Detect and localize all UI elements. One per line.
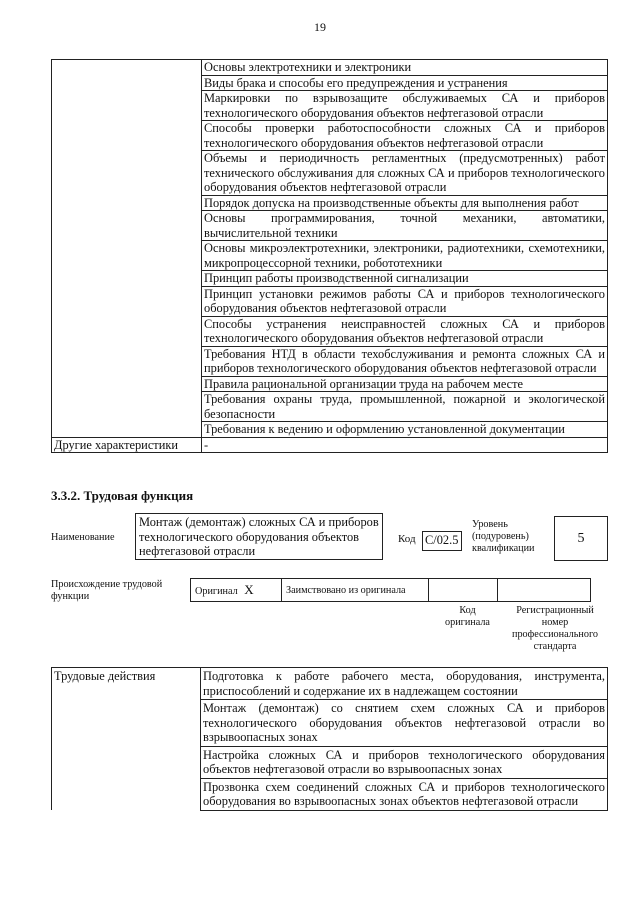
knowledge-item: Правила рациональной организации труда на рабочем месте — [202, 376, 608, 392]
original-mark: X — [244, 582, 254, 597]
knowledge-item: Требования охраны труда, промышленной, пожарной и экологической безопасности — [202, 392, 608, 422]
actions-table — [51, 667, 608, 811]
other-characteristics-value: - — [202, 437, 608, 453]
level-box: 5 — [554, 516, 608, 561]
original-label: Оригинал — [195, 586, 238, 597]
knowledge-item: Принцип работы производственной сигнализации — [202, 271, 608, 287]
other-characteristics-row — [52, 437, 608, 453]
origin-label: Происхождение трудовой функции — [51, 579, 163, 602]
knowledge-table — [51, 59, 608, 453]
knowledge-item: Требования НТД в области техобслуживания и ремонта сложных СА и приборов технологического оборудования объектов нефтегазовой отрасли — [202, 346, 608, 376]
level-label: Уровень (подуровень) квалификации — [472, 519, 535, 554]
origin-reg-cell — [498, 579, 591, 602]
section-heading: 3.3.2. Трудовая функция — [51, 488, 194, 503]
knowledge-item: Способы проверки работоспособности сложных СА и приборов технологического оборудования объектов нефтегазовой отрасли — [202, 121, 608, 151]
knowledge-item: Маркировки по взрывозащите обслуживаемых СА и приборов технологического оборудования объектов нефтегазовой отрасли — [202, 91, 608, 121]
origin-code-cell — [429, 579, 498, 602]
origin-borrowed-cell: Заимствовано из оригинала — [282, 579, 429, 602]
page-number: 19 — [314, 20, 326, 34]
action-item: Подготовка к работе рабочего места, оборудования, инструмента, приспособлений и содержание их в надлежащем состоянии — [201, 668, 608, 700]
knowledge-item: Основы микроэлектротехники, электроники, радиотехники, схемотехники, микропроцессорной техники, робототехники — [202, 241, 608, 271]
knowledge-item: Основы программирования, точной механики, автоматики, вычислительной техники — [202, 211, 608, 241]
action-item: Монтаж (демонтаж) со снятием схем сложных СА и приборов технологического оборудования объектов нефтегазовой отрасли во взрывоопасных зонах — [201, 700, 608, 747]
other-characteristics-label: Другие характеристики — [52, 437, 202, 453]
name-label: Наименование — [51, 532, 115, 543]
origin-table — [190, 578, 591, 602]
function-code-box: C/02.5 — [422, 531, 462, 551]
knowledge-item: Виды брака и способы его предупреждения и устранения — [202, 75, 608, 91]
knowledge-item: Принцип установки режимов работы СА и приборов технологического оборудования объектов нефтегазовой отрасли — [202, 286, 608, 316]
knowledge-item: Основы электротехники и электроники — [202, 60, 608, 76]
knowledge-item: Объемы и периодичность регламентных (предусмотренных) работ технического обслуживания для сложных СА и приборов технологического оборудования объектов нефтегазовой отрасли — [202, 151, 608, 196]
knowledge-item: Способы устранения неисправностей сложных СА и приборов технологического оборудования объектов нефтегазовой отрасли — [202, 316, 608, 346]
origin-original-cell — [191, 579, 282, 602]
knowledge-row — [52, 60, 608, 76]
code-label: Код — [398, 533, 416, 545]
knowledge-label-cell — [52, 60, 202, 438]
knowledge-item: Требования к ведению и оформлению установленной документации — [202, 422, 608, 438]
actions-label: Трудовые действия — [52, 668, 201, 811]
code-original-caption: Код оригинала — [445, 605, 490, 628]
reg-number-caption: Регистрационный номер профессионального стандарта — [512, 605, 598, 652]
function-name-box: Монтаж (демонтаж) сложных СА и приборов технологического оборудования объектов нефтегазовой отрасли — [135, 513, 383, 560]
action-item: Настройка сложных СА и приборов технологического оборудования объектов нефтегазовой отрасли во взрывоопасных зонах — [201, 746, 608, 778]
knowledge-item: Порядок допуска на производственные объекты для выполнения работ — [202, 195, 608, 211]
action-row — [52, 668, 608, 700]
action-item: Прозвонка схем соединений сложных СА и приборов технологического оборудования во взрывоопасных зонах объектов нефтегазовой отрасли — [201, 778, 608, 810]
